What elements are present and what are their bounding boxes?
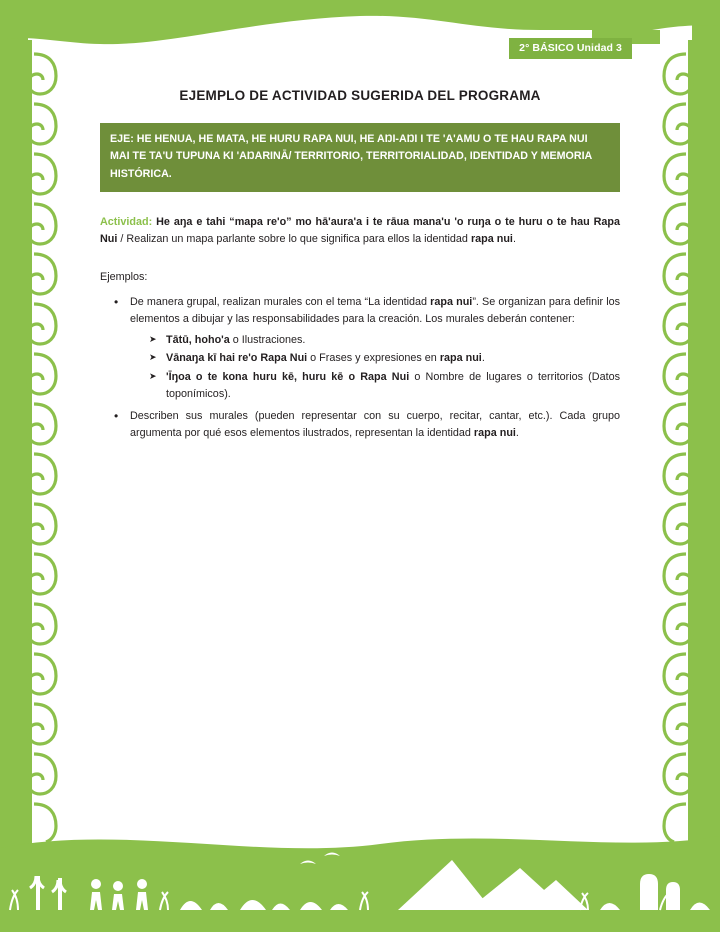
examples-list <box>100 294 620 443</box>
list-item <box>166 332 620 349</box>
subitem-tail: o Nombre de lugares o territorios (Datos toponímicos). <box>166 370 620 401</box>
list-item <box>130 294 620 404</box>
activity-label: Actividad: <box>100 215 153 228</box>
subitem-tail-bold: rapa nui <box>439 352 482 365</box>
page-title: EJEMPLO DE ACTIVIDAD SUGERIDA DEL PROGRAMA <box>179 88 541 103</box>
activity-period: . <box>512 233 516 246</box>
subitem-bold: Tātū, hoho'a <box>166 333 230 346</box>
item-tail: . <box>515 427 519 440</box>
subitem-tail: o Ilustraciones. <box>229 333 306 346</box>
eje-banner <box>100 123 620 192</box>
subitem-tail-end: . <box>481 352 485 365</box>
unit-badge: 2° BÁSICO Unidad 3 <box>509 38 632 59</box>
activity-paragraph <box>100 214 620 249</box>
activity-separator: / <box>117 233 127 246</box>
item-bold: rapa nui <box>473 427 516 440</box>
activity-spanish-bold: rapa nui <box>470 233 513 246</box>
activity-spanish-text: Realizan un mapa parlante sobre lo que significa para ellos la identidad <box>126 233 471 246</box>
bottom-landscape-decoration <box>0 814 720 932</box>
item-tail: ”. Se organizan para definir los elementos a dibujar y las responsabilidades para la creación. Los murales deberán contener: <box>130 295 620 326</box>
examples-heading: Ejemplos: <box>100 270 148 283</box>
item-bold: rapa nui <box>430 295 473 308</box>
right-ornamental-pattern <box>652 40 698 850</box>
activity-rapanui-title: He aŋa e tahi “mapa re'o” mo hā'aura'a i te rāua mana'u 'o ruŋa o te huru o te hau Rapa Nui <box>100 215 621 246</box>
subitem-bold: Vānaŋa kī hai re'o Rapa Nui <box>166 352 308 365</box>
eje-text: EJE: HE HENUA, HE MATA, HE HURU RAPA NUI, HE AŊI-AŊI I TE 'A'AMU O TE HAU RAPA NUI MAI TE TA'U TUPUNA KI 'AŊARINĀ/ TERRITORIO, TERRITORIALIDAD, IDENTIDAD Y MEMORIA HISTÓRICA. <box>110 133 592 180</box>
document-content <box>100 80 620 447</box>
list-item <box>130 408 620 443</box>
item-lead: Describen sus murales (pueden representar con su cuerpo, recitar, cantar, etc.). Cada grupo argumenta por qué esos elementos ilustrados, representan la identidad <box>130 409 620 440</box>
subitem-tail: o Frases y expresiones en <box>307 352 440 365</box>
list-item <box>166 350 620 367</box>
subitem-bold: 'Īŋoa o te kona huru kē, huru kē o Rapa Nui <box>166 370 410 383</box>
examples-sublist <box>130 332 620 404</box>
left-ornamental-pattern <box>22 40 68 850</box>
item-lead: De manera grupal, realizan murales con el tema “La identidad <box>130 295 431 308</box>
list-item <box>166 369 620 404</box>
